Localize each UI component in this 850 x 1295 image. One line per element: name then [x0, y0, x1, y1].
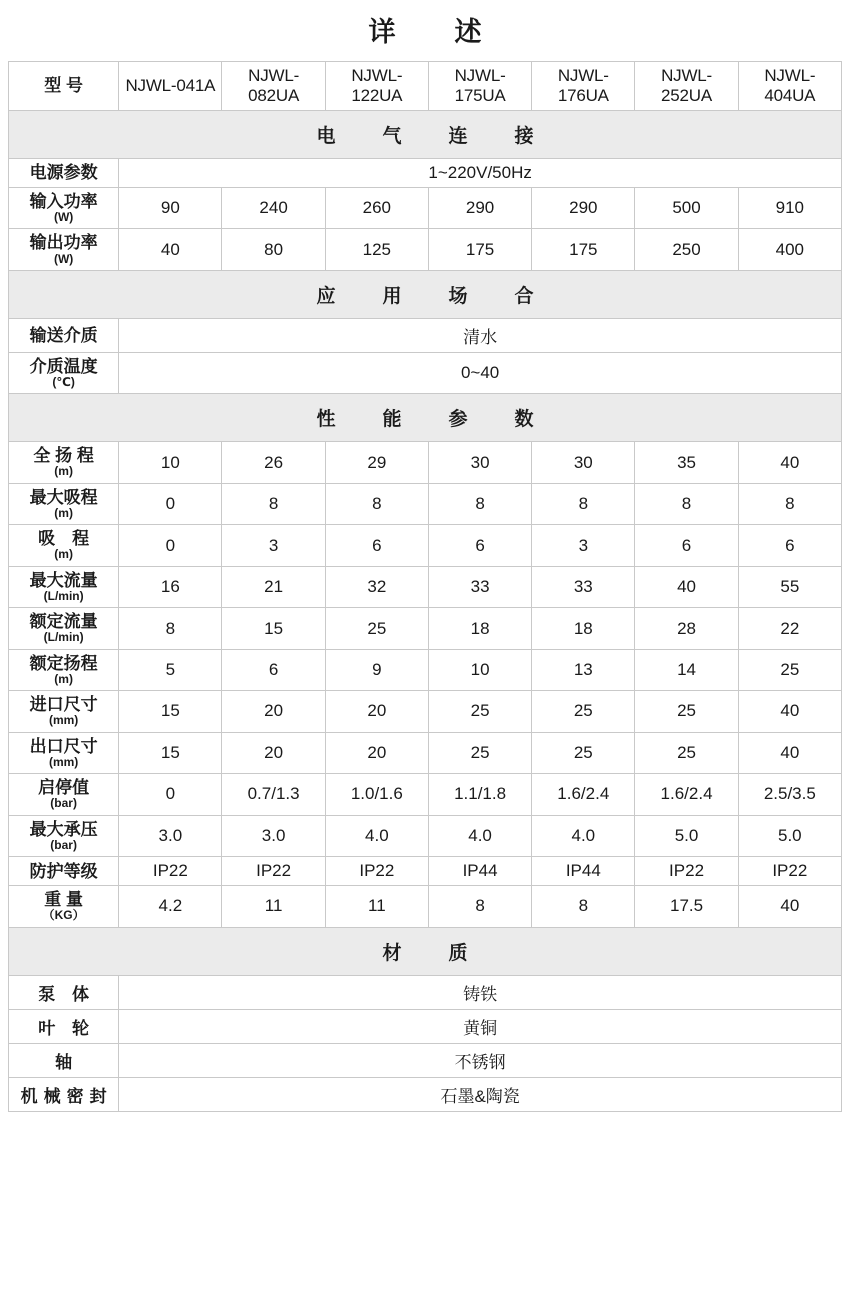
cell: 260	[325, 188, 428, 229]
row-value: 铸铁	[119, 975, 842, 1009]
row-unit: (m)	[54, 505, 73, 520]
cell: 15	[119, 732, 222, 773]
cell: IP22	[119, 857, 222, 886]
row-value: 石墨&陶瓷	[119, 1077, 842, 1111]
cell: 1.0/1.6	[325, 774, 428, 815]
cell: 40	[738, 442, 841, 483]
row-label: 介质温度 (℃)	[9, 352, 119, 393]
cell: 4.0	[428, 815, 531, 856]
cell: 18	[532, 608, 635, 649]
cell: 240	[222, 188, 325, 229]
model-cell: NJWL-041A	[119, 62, 222, 111]
cell: 0	[119, 483, 222, 524]
row-performance	[9, 649, 842, 690]
row-label: 最大吸程 (m)	[9, 483, 119, 524]
model-cell: NJWL-122UA	[325, 62, 428, 111]
row-unit: (mm)	[48, 713, 79, 728]
row-output-power	[9, 229, 842, 270]
cell: 2.5/3.5	[738, 774, 841, 815]
row-performance	[9, 442, 842, 483]
row-performance	[9, 857, 842, 886]
row-material	[9, 975, 842, 1009]
cell: 20	[325, 732, 428, 773]
cell: 0.7/1.3	[222, 774, 325, 815]
cell: 8	[222, 483, 325, 524]
cell: 6	[428, 525, 531, 566]
row-label: 全 扬 程 (m)	[9, 442, 119, 483]
row-label: 泵 体	[9, 975, 119, 1009]
row-label: 电源参数	[9, 159, 119, 188]
row-unit: (W)	[53, 210, 74, 225]
cell: IP44	[532, 857, 635, 886]
cell: 11	[325, 886, 428, 927]
cell: 5.0	[635, 815, 738, 856]
cell: 8	[428, 483, 531, 524]
cell: 33	[532, 566, 635, 607]
cell: 28	[635, 608, 738, 649]
cell: 290	[428, 188, 531, 229]
row-performance	[9, 732, 842, 773]
cell: 3	[222, 525, 325, 566]
row-value: 不锈钢	[119, 1043, 842, 1077]
row-performance	[9, 886, 842, 927]
cell: 14	[635, 649, 738, 690]
cell: 29	[325, 442, 428, 483]
row-unit: (W)	[53, 251, 74, 266]
cell: 40	[738, 732, 841, 773]
page-title: 详 述	[9, 0, 842, 62]
model-header-row	[9, 62, 842, 111]
row-material	[9, 1009, 842, 1043]
row-performance	[9, 815, 842, 856]
cell: 6	[325, 525, 428, 566]
cell: IP22	[635, 857, 738, 886]
cell: 13	[532, 649, 635, 690]
cell: 40	[635, 566, 738, 607]
cell: 25	[635, 691, 738, 732]
cell: IP44	[428, 857, 531, 886]
cell: 5.0	[738, 815, 841, 856]
row-label: 额定扬程 (m)	[9, 649, 119, 690]
row-label: 输出功率 (W)	[9, 229, 119, 270]
cell: 20	[222, 732, 325, 773]
cell: 6	[738, 525, 841, 566]
row-performance	[9, 608, 842, 649]
cell: 80	[222, 229, 325, 270]
cell: IP22	[738, 857, 841, 886]
row-unit: (m)	[54, 547, 73, 562]
cell: 3.0	[119, 815, 222, 856]
cell: 8	[325, 483, 428, 524]
cell: 20	[222, 691, 325, 732]
cell: 500	[635, 188, 738, 229]
section-performance	[9, 394, 842, 442]
cell: 8	[635, 483, 738, 524]
cell: 40	[738, 691, 841, 732]
row-performance	[9, 566, 842, 607]
cell: 11	[222, 886, 325, 927]
cell: 16	[119, 566, 222, 607]
section-title: 性 能 参 数	[9, 394, 842, 442]
cell: 15	[119, 691, 222, 732]
specification-table	[8, 0, 842, 1112]
model-cell: NJWL-082UA	[222, 62, 325, 111]
row-label: 最大流量 (L/min)	[9, 566, 119, 607]
cell: 18	[428, 608, 531, 649]
cell: 8	[428, 886, 531, 927]
cell: 6	[222, 649, 325, 690]
cell: 25	[428, 691, 531, 732]
cell: 6	[635, 525, 738, 566]
cell: 40	[738, 886, 841, 927]
row-label: 重 量 （KG）	[9, 886, 119, 927]
section-material	[9, 927, 842, 975]
row-power-supply	[9, 159, 842, 188]
row-unit: (bar)	[50, 837, 77, 852]
cell: 5	[119, 649, 222, 690]
row-value: 清水	[119, 318, 842, 352]
cell: 25	[635, 732, 738, 773]
row-value: 1~220V/50Hz	[119, 159, 842, 188]
cell: 4.0	[325, 815, 428, 856]
cell: 33	[428, 566, 531, 607]
row-unit: (℃)	[52, 374, 75, 389]
cell: 30	[428, 442, 531, 483]
row-label: 最大承压 (bar)	[9, 815, 119, 856]
row-input-power	[9, 188, 842, 229]
cell: 3.0	[222, 815, 325, 856]
model-cell: NJWL-176UA	[532, 62, 635, 111]
cell: 25	[738, 649, 841, 690]
row-performance	[9, 483, 842, 524]
cell: 8	[532, 483, 635, 524]
cell: 90	[119, 188, 222, 229]
row-value: 黄铜	[119, 1009, 842, 1043]
cell: 10	[119, 442, 222, 483]
cell: 25	[325, 608, 428, 649]
cell: 8	[738, 483, 841, 524]
row-label: 启停值 (bar)	[9, 774, 119, 815]
row-unit: (m)	[54, 464, 73, 479]
section-title: 电 气 连 接	[9, 111, 842, 159]
cell: 20	[325, 691, 428, 732]
cell: 55	[738, 566, 841, 607]
cell: 1.6/2.4	[635, 774, 738, 815]
row-performance	[9, 691, 842, 732]
row-label: 轴	[9, 1043, 119, 1077]
cell: 3	[532, 525, 635, 566]
cell: 25	[428, 732, 531, 773]
row-unit: (m)	[54, 671, 73, 686]
model-cell: NJWL-404UA	[738, 62, 841, 111]
cell: IP22	[325, 857, 428, 886]
cell: 1.6/2.4	[532, 774, 635, 815]
row-label: 输入功率 (W)	[9, 188, 119, 229]
cell: 30	[532, 442, 635, 483]
cell: 1.1/1.8	[428, 774, 531, 815]
row-temperature	[9, 352, 842, 393]
cell: 9	[325, 649, 428, 690]
row-unit: (mm)	[48, 754, 79, 769]
cell: 400	[738, 229, 841, 270]
cell: 250	[635, 229, 738, 270]
cell: 4.0	[532, 815, 635, 856]
cell: 8	[532, 886, 635, 927]
row-material	[9, 1043, 842, 1077]
row-label: 机械密封	[9, 1077, 119, 1111]
cell: 8	[119, 608, 222, 649]
cell: 4.2	[119, 886, 222, 927]
row-label: 出口尺寸 (mm)	[9, 732, 119, 773]
cell: 25	[532, 732, 635, 773]
row-material	[9, 1077, 842, 1111]
cell: IP22	[222, 857, 325, 886]
row-performance	[9, 774, 842, 815]
row-unit: (bar)	[50, 796, 77, 811]
row-value: 0~40	[119, 352, 842, 393]
model-label: 型 号	[9, 62, 119, 111]
cell: 290	[532, 188, 635, 229]
row-label: 吸 程 (m)	[9, 525, 119, 566]
cell: 910	[738, 188, 841, 229]
row-unit: （KG）	[42, 908, 85, 923]
row-unit: (L/min)	[43, 630, 84, 645]
row-medium	[9, 318, 842, 352]
cell: 32	[325, 566, 428, 607]
row-label: 叶 轮	[9, 1009, 119, 1043]
row-label: 进口尺寸 (mm)	[9, 691, 119, 732]
cell: 25	[532, 691, 635, 732]
cell: 0	[119, 774, 222, 815]
model-cell: NJWL-175UA	[428, 62, 531, 111]
cell: 21	[222, 566, 325, 607]
cell: 17.5	[635, 886, 738, 927]
cell: 35	[635, 442, 738, 483]
row-label: 输送介质	[9, 318, 119, 352]
row-performance	[9, 525, 842, 566]
row-label: 防护等级	[9, 857, 119, 886]
cell: 22	[738, 608, 841, 649]
cell: 175	[428, 229, 531, 270]
model-cell: NJWL-252UA	[635, 62, 738, 111]
cell: 0	[119, 525, 222, 566]
section-title: 应 用 场 合	[9, 270, 842, 318]
table-title-row	[9, 0, 842, 62]
section-application	[9, 270, 842, 318]
cell: 125	[325, 229, 428, 270]
row-unit: (L/min)	[43, 588, 84, 603]
cell: 26	[222, 442, 325, 483]
row-label: 额定流量 (L/min)	[9, 608, 119, 649]
cell: 10	[428, 649, 531, 690]
section-electrical	[9, 111, 842, 159]
cell: 15	[222, 608, 325, 649]
cell: 175	[532, 229, 635, 270]
cell: 40	[119, 229, 222, 270]
section-title: 材 质	[9, 927, 842, 975]
